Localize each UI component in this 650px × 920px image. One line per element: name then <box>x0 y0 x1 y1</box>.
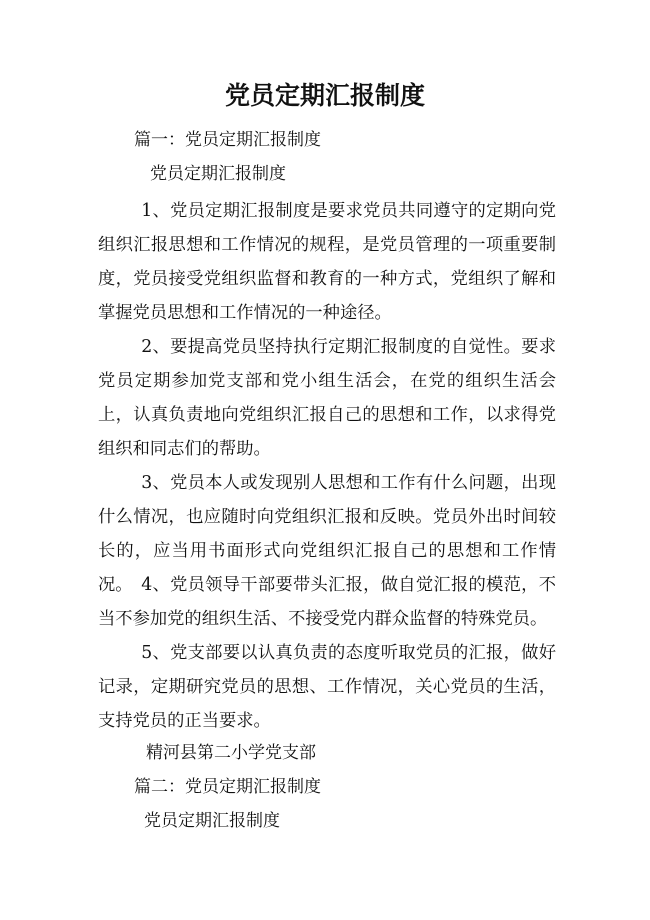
section2-heading: 篇二：党员定期汇报制度 <box>134 777 321 797</box>
section1-heading: 篇一：党员定期汇报制度 <box>134 130 321 150</box>
paragraph-4: 4、党员领导干部要带头汇报，做自觉汇报的模范，不当不参加党的组织生活、不接受党内群众监督的特殊党员。 <box>98 575 556 629</box>
paragraph-3: 3、党员本人或发现别人思想和工作有什么问题，出现什么情况，也应随时向党组织汇报和反映。党员外出时间较长的，应当用书面形式向党组织汇报自己的思想和工作情况。 <box>98 473 556 595</box>
document-title: 党员定期汇报制度 <box>224 81 425 110</box>
paragraph-5: 5、党支部要以认真负责的态度听取党员的汇报，做好记录，定期研究党员的思想、工作情况，关心党员的生活，支持党员的正当要求。 <box>98 643 556 731</box>
paragraph-2: 2、要提高党员坚持执行定期汇报制度的自觉性。要求党员定期参加党支部和党小组生活会，在党的组织生活会上，认真负责地向党组织汇报自己的思想和工作，以求得党组织和同志们的帮助。 <box>98 337 556 459</box>
section1-subtitle: 党员定期汇报制度 <box>150 164 286 184</box>
paragraph-1: 1、党员定期汇报制度是要求党员共同遵守的定期向党组织汇报思想和工作情况的规程，是党员管理的一项重要制度，党员接受党组织监督和教育的一种方式，党组织了解和掌握党员思想和工作情况的一种途径。 <box>98 201 556 323</box>
section2-subtitle: 党员定期汇报制度 <box>144 811 280 831</box>
signature: 精河县第二小学党支部 <box>146 743 316 763</box>
